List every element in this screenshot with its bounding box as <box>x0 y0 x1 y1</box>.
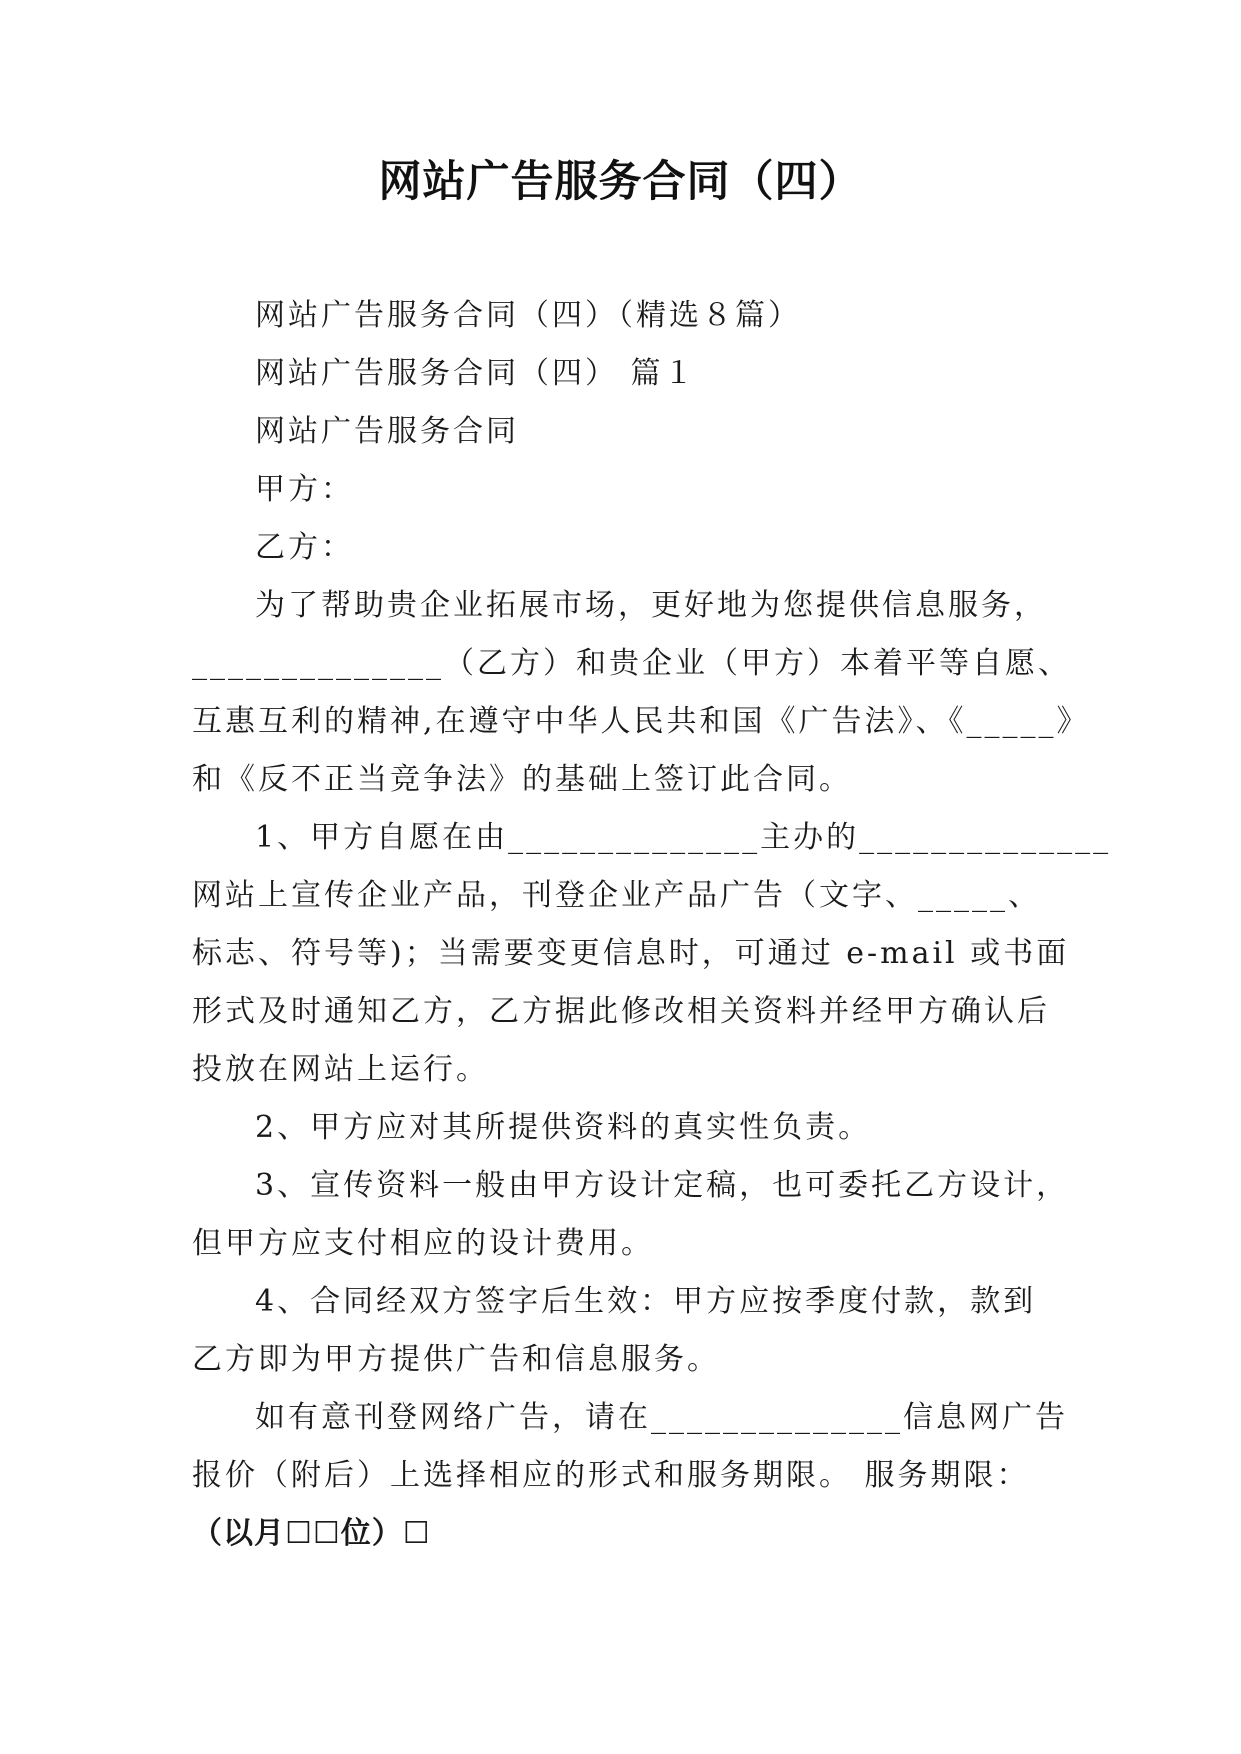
doc-line-party-a: 甲方： <box>255 472 354 507</box>
doc-line-clause-1c: 标志、符号等)；当需要变更信息时，可通过 e-mail 或书面 <box>192 936 1070 971</box>
doc-line-intro-4: 和《反不正当竞争法》的基础上签订此合同。 <box>192 762 852 797</box>
doc-line-intro-2: ______________（乙方）和贵企业（甲方）本着平等自愿、 <box>192 646 1071 681</box>
doc-line-clause-1d: 形式及时通知乙方，乙方据此修改相关资料并经甲方确认后 <box>192 994 1050 1029</box>
doc-line-advert-b: 报价（附后）上选择相应的形式和服务期限。 服务期限： <box>192 1458 1030 1493</box>
doc-line-party-b: 乙方： <box>255 530 354 565</box>
doc-line-service-period: （以月☐☐位）☐ <box>192 1516 431 1551</box>
doc-line-clause-3b: 但甲方应支付相应的设计费用。 <box>192 1226 654 1261</box>
doc-line-intro-1: 为了帮助贵企业拓展市场，更好地为您提供信息服务， <box>255 588 1047 623</box>
doc-line-clause-4b: 乙方即为甲方提供广告和信息服务。 <box>192 1342 720 1377</box>
doc-line-section-heading: 网站广告服务合同（四） 篇１ <box>255 356 697 391</box>
doc-line-advert-a: 如有意刊登网络广告，请在______________信息网广告 <box>255 1400 1068 1435</box>
doc-line-subtitle: 网站广告服务合同（四）（精选８篇） <box>255 298 801 333</box>
doc-line-clause-1e: 投放在网站上运行。 <box>192 1052 489 1087</box>
doc-line-contract-name: 网站广告服务合同 <box>255 414 519 449</box>
doc-line-clause-1a: 1、甲方自愿在由______________主办的______________ <box>255 820 1112 855</box>
doc-line-intro-3: 互惠互利的精神,在遵守中华人民共和国《广告法》、《_____》 <box>192 704 1090 739</box>
doc-line-clause-4a: 4、合同经双方签字后生效：甲方应按季度付款，款到 <box>255 1284 1037 1319</box>
doc-line-clause-3a: 3、宣传资料一般由甲方设计定稿，也可委托乙方设计， <box>255 1168 1070 1203</box>
document-title: 网站广告服务合同（四） <box>378 157 863 207</box>
document-body <box>192 287 1112 1563</box>
doc-line-clause-2: 2、甲方应对其所提供资料的真实性负责。 <box>255 1110 872 1145</box>
doc-line-clause-1b: 网站上宣传企业产品，刊登企业产品广告（文字、_____、 <box>192 878 1041 913</box>
